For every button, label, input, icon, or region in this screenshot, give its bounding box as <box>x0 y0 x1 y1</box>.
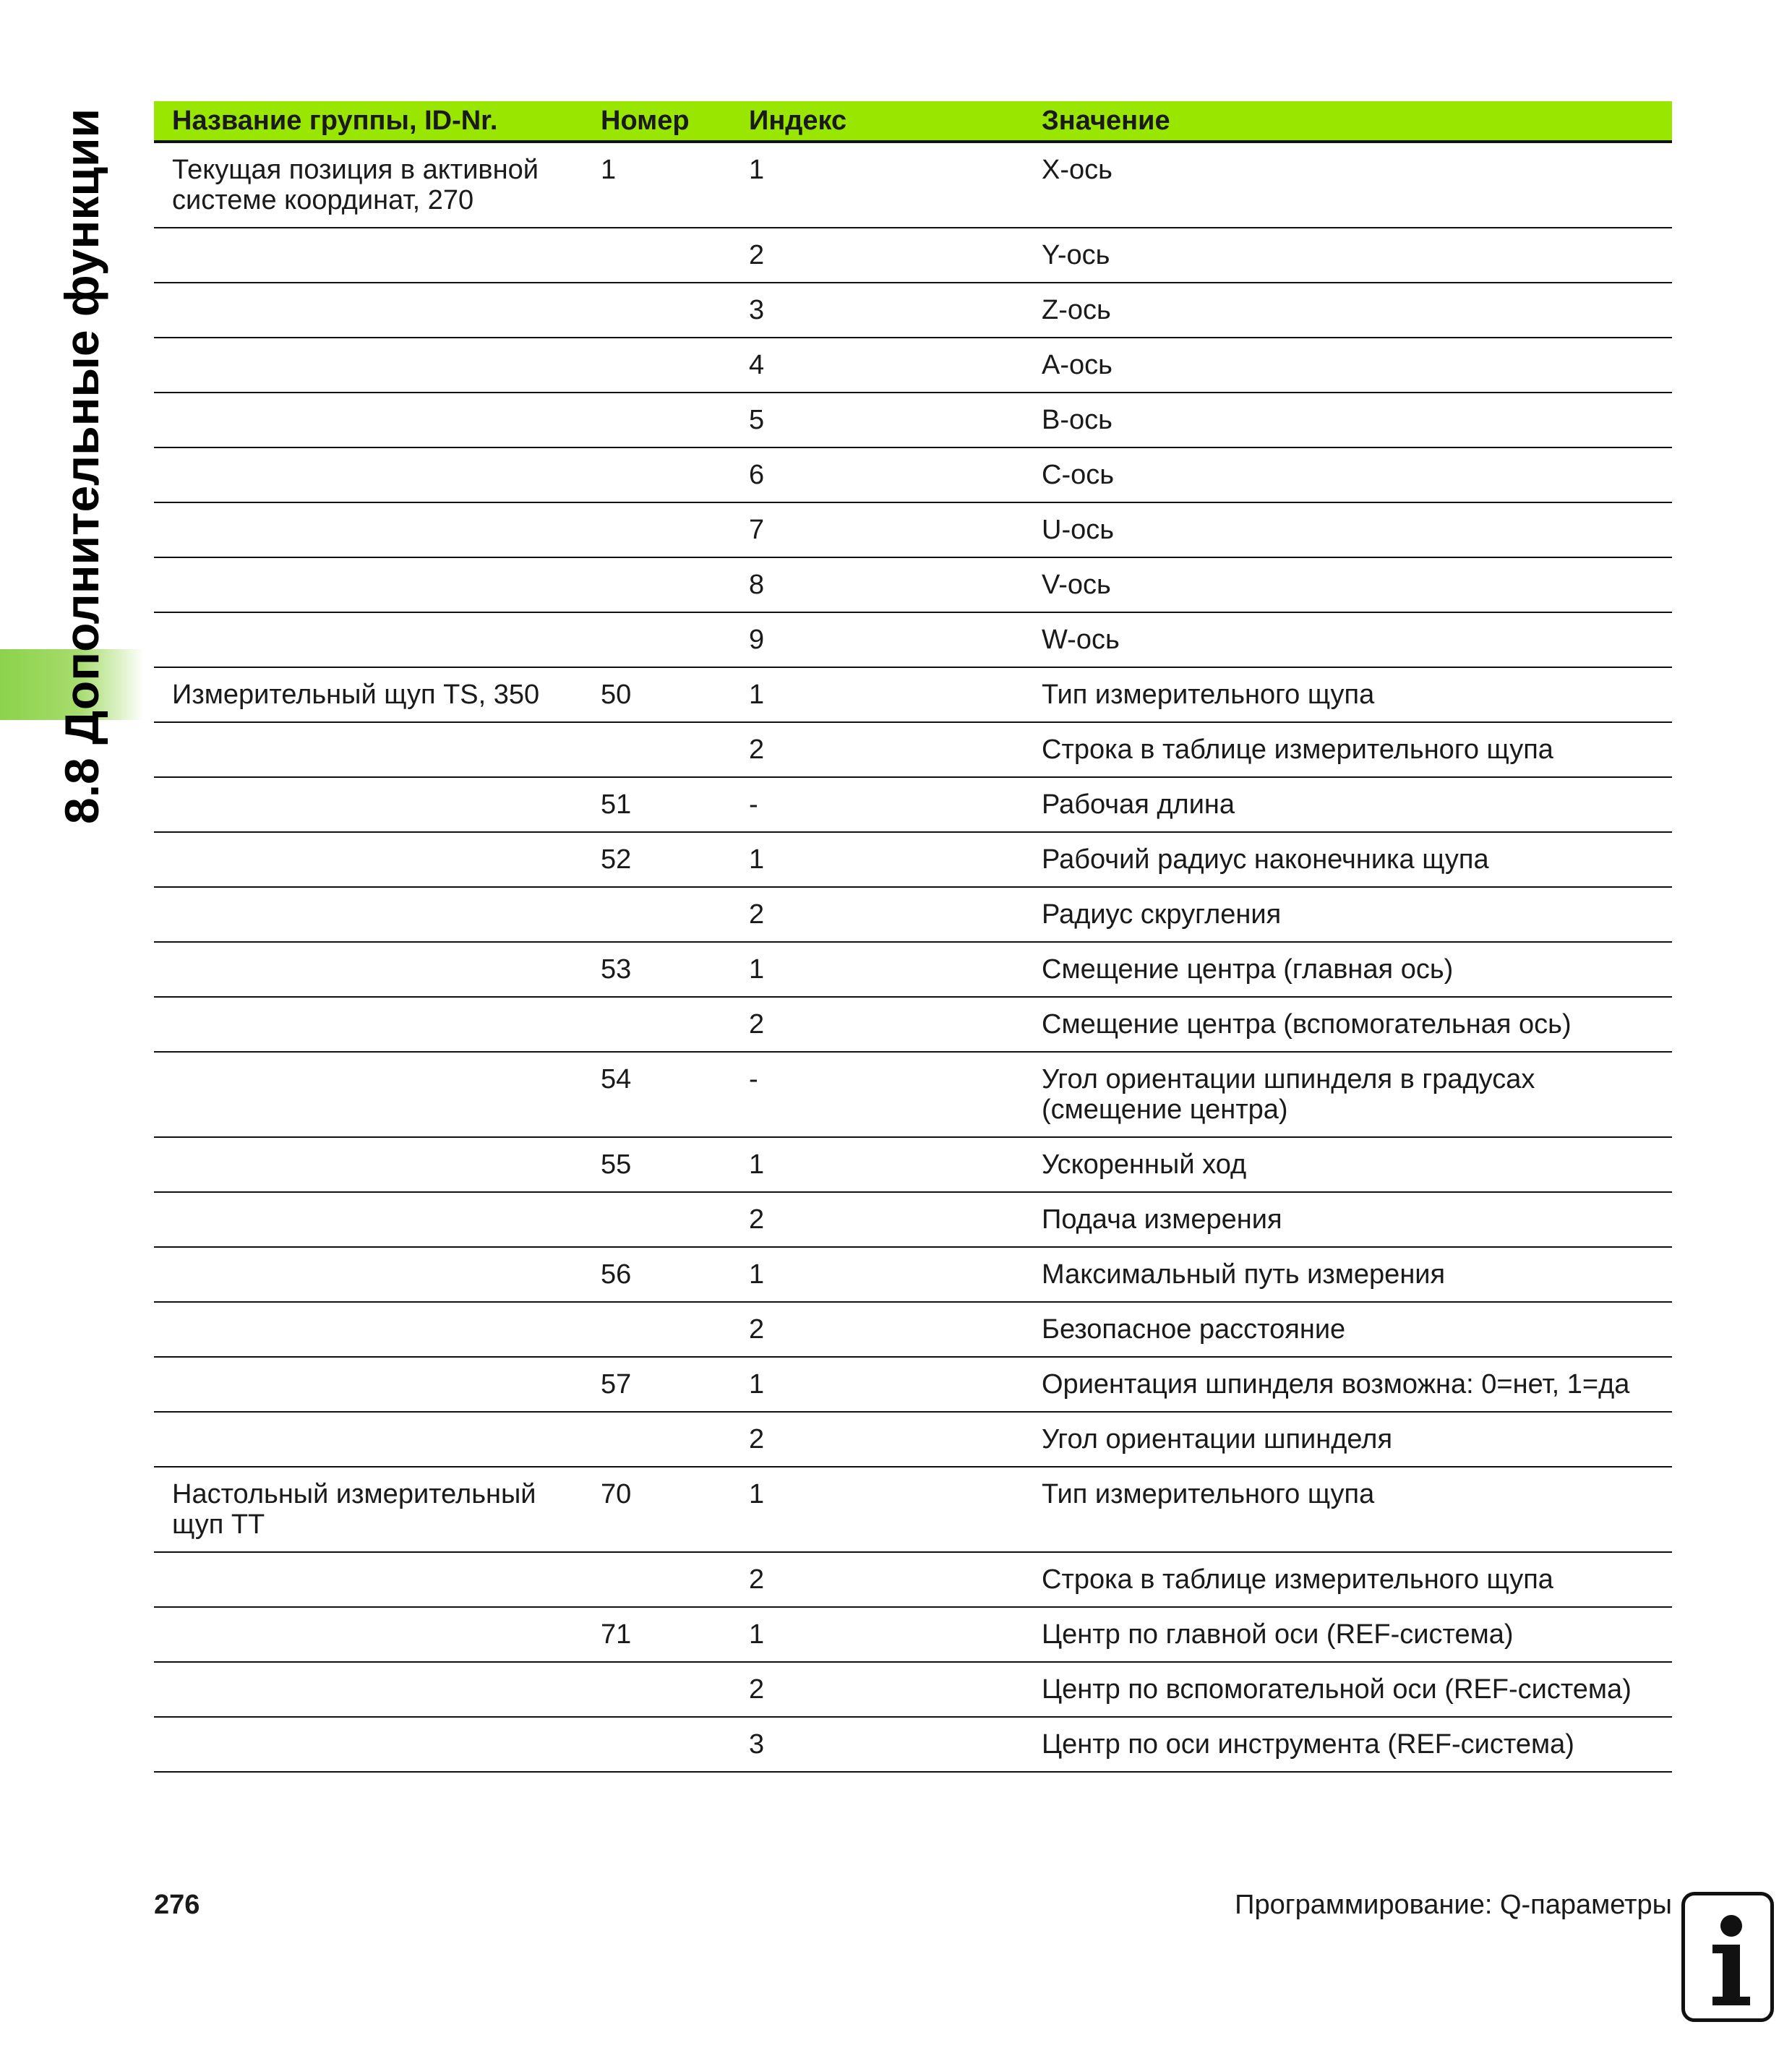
cell-value: U-ось <box>1024 502 1672 557</box>
header-index: Индекс <box>731 101 1024 142</box>
cell-number: 54 <box>583 1052 731 1137</box>
cell-group-name <box>154 1302 583 1357</box>
table-row <box>154 722 1672 777</box>
cell-group-name <box>154 1412 583 1467</box>
cell-value: A-ось <box>1024 338 1672 393</box>
cell-value: Ускоренный ход <box>1024 1137 1672 1192</box>
header-number: Номер <box>583 101 731 142</box>
cell-number: 71 <box>583 1607 731 1662</box>
cell-value: Z-ось <box>1024 283 1672 338</box>
cell-value: Ориентация шпинделя возможна: 0=нет, 1=да <box>1024 1357 1672 1412</box>
table-row <box>154 228 1672 283</box>
cell-index: 2 <box>731 1412 1024 1467</box>
table-row <box>154 1717 1672 1772</box>
cell-index: 1 <box>731 1247 1024 1302</box>
cell-group-name <box>154 612 583 667</box>
cell-value: Подача измерения <box>1024 1192 1672 1247</box>
cell-value: Y-ось <box>1024 228 1672 283</box>
cell-number: 55 <box>583 1137 731 1192</box>
cell-number: 52 <box>583 832 731 887</box>
table-row <box>154 832 1672 887</box>
table-row <box>154 1607 1672 1662</box>
cell-number: 70 <box>583 1467 731 1552</box>
cell-index: - <box>731 1052 1024 1137</box>
cell-index: 2 <box>731 887 1024 942</box>
cell-index: 1 <box>731 142 1024 228</box>
cell-number <box>583 1552 731 1607</box>
cell-index: 2 <box>731 1552 1024 1607</box>
cell-index: 2 <box>731 228 1024 283</box>
cell-number <box>583 502 731 557</box>
cell-group-name <box>154 997 583 1052</box>
table-row <box>154 502 1672 557</box>
cell-number <box>583 283 731 338</box>
table-row <box>154 1662 1672 1717</box>
table-row <box>154 338 1672 393</box>
cell-number <box>583 1302 731 1357</box>
table-row <box>154 557 1672 612</box>
cell-value: C-ось <box>1024 447 1672 502</box>
cell-group-name <box>154 338 583 393</box>
header-value: Значение <box>1024 101 1672 142</box>
cell-index: 2 <box>731 722 1024 777</box>
cell-number: 50 <box>583 667 731 722</box>
table-row <box>154 997 1672 1052</box>
cell-value: Максимальный путь измерения <box>1024 1247 1672 1302</box>
table-row <box>154 612 1672 667</box>
cell-index: 1 <box>731 1467 1024 1552</box>
cell-group-name <box>154 1662 583 1717</box>
table-row <box>154 1137 1672 1192</box>
table-row <box>154 1357 1672 1412</box>
table-row <box>154 1412 1672 1467</box>
table-row <box>154 142 1672 228</box>
cell-group-name <box>154 557 583 612</box>
cell-index: 7 <box>731 502 1024 557</box>
cell-group-name <box>154 777 583 832</box>
table-row <box>154 887 1672 942</box>
cell-group-name <box>154 447 583 502</box>
cell-value: W-ось <box>1024 612 1672 667</box>
cell-value: Смещение центра (главная ось) <box>1024 942 1672 997</box>
info-icon <box>1681 1892 1774 2022</box>
cell-group-name <box>154 887 583 942</box>
cell-number <box>583 722 731 777</box>
cell-number <box>583 393 731 447</box>
header-group-name: Название группы, ID-Nr. <box>154 101 583 142</box>
parameter-table <box>154 101 1672 1773</box>
table-row <box>154 1192 1672 1247</box>
cell-index: 6 <box>731 447 1024 502</box>
cell-index: 3 <box>731 1717 1024 1772</box>
cell-value: V-ось <box>1024 557 1672 612</box>
cell-index: 1 <box>731 832 1024 887</box>
cell-group-name <box>154 722 583 777</box>
cell-group-name <box>154 832 583 887</box>
cell-number <box>583 557 731 612</box>
cell-number: 1 <box>583 142 731 228</box>
table-row <box>154 1467 1672 1552</box>
cell-group-name <box>154 1552 583 1607</box>
cell-group-name <box>154 1357 583 1412</box>
cell-group-name: Настольный измерительный щуп TT <box>154 1467 583 1552</box>
cell-value: Рабочая длина <box>1024 777 1672 832</box>
cell-group-name <box>154 393 583 447</box>
cell-index: 1 <box>731 667 1024 722</box>
cell-value: Радиус скругления <box>1024 887 1672 942</box>
cell-number <box>583 997 731 1052</box>
table-row <box>154 283 1672 338</box>
cell-index: 2 <box>731 997 1024 1052</box>
cell-index: 2 <box>731 1662 1024 1717</box>
cell-index: 9 <box>731 612 1024 667</box>
cell-group-name <box>154 942 583 997</box>
section-title-vertical: 8.8 Дополнительные функции <box>55 108 108 824</box>
table-row <box>154 447 1672 502</box>
cell-number <box>583 447 731 502</box>
cell-index: 1 <box>731 1607 1024 1662</box>
table-row <box>154 777 1672 832</box>
table-row <box>154 1052 1672 1137</box>
cell-value: Центр по оси инструмента (REF-система) <box>1024 1717 1672 1772</box>
cell-index: - <box>731 777 1024 832</box>
cell-number: 56 <box>583 1247 731 1302</box>
cell-index: 2 <box>731 1302 1024 1357</box>
table-row <box>154 942 1672 997</box>
table-row <box>154 1552 1672 1607</box>
cell-value: Центр по вспомогательной оси (REF-система) <box>1024 1662 1672 1717</box>
cell-value: Тип измерительного щупа <box>1024 667 1672 722</box>
cell-value: Рабочий радиус наконечника щупа <box>1024 832 1672 887</box>
cell-group-name <box>154 1607 583 1662</box>
cell-group-name <box>154 1247 583 1302</box>
cell-value: Угол ориентации шпинделя <box>1024 1412 1672 1467</box>
table-row <box>154 1247 1672 1302</box>
cell-value: Строка в таблице измерительного щупа <box>1024 722 1672 777</box>
cell-index: 1 <box>731 942 1024 997</box>
cell-number <box>583 228 731 283</box>
cell-number <box>583 612 731 667</box>
cell-group-name: Измерительный щуп TS, 350 <box>154 667 583 722</box>
cell-index: 5 <box>731 393 1024 447</box>
table-row <box>154 1302 1672 1357</box>
cell-number <box>583 1717 731 1772</box>
table-row <box>154 393 1672 447</box>
table-header-row <box>154 101 1672 142</box>
cell-group-name <box>154 228 583 283</box>
cell-group-name <box>154 1137 583 1192</box>
cell-index: 4 <box>731 338 1024 393</box>
cell-index: 1 <box>731 1137 1024 1192</box>
cell-index: 8 <box>731 557 1024 612</box>
cell-value: Центр по главной оси (REF-система) <box>1024 1607 1672 1662</box>
cell-group-name <box>154 283 583 338</box>
page-number: 276 <box>154 1890 200 1920</box>
cell-number: 57 <box>583 1357 731 1412</box>
cell-number <box>583 1662 731 1717</box>
cell-number <box>583 338 731 393</box>
cell-group-name <box>154 1192 583 1247</box>
cell-value: Угол ориентации шпинделя в градусах (смещение центра) <box>1024 1052 1672 1137</box>
cell-number <box>583 887 731 942</box>
cell-number <box>583 1192 731 1247</box>
cell-group-name: Текущая позиция в активной системе координат, 270 <box>154 142 583 228</box>
cell-group-name <box>154 502 583 557</box>
cell-number: 51 <box>583 777 731 832</box>
cell-index: 2 <box>731 1192 1024 1247</box>
cell-value: Тип измерительного щупа <box>1024 1467 1672 1552</box>
cell-value: Смещение центра (вспомогательная ось) <box>1024 997 1672 1052</box>
table-row <box>154 667 1672 722</box>
cell-number: 53 <box>583 942 731 997</box>
cell-group-name <box>154 1052 583 1137</box>
cell-group-name <box>154 1717 583 1772</box>
cell-value: Безопасное расстояние <box>1024 1302 1672 1357</box>
cell-index: 3 <box>731 283 1024 338</box>
cell-index: 1 <box>731 1357 1024 1412</box>
footer-chapter-title: Программирование: Q-параметры <box>1235 1890 1672 1920</box>
cell-value: B-ось <box>1024 393 1672 447</box>
cell-value: Строка в таблице измерительного щупа <box>1024 1552 1672 1607</box>
cell-number <box>583 1412 731 1467</box>
cell-value: X-ось <box>1024 142 1672 228</box>
